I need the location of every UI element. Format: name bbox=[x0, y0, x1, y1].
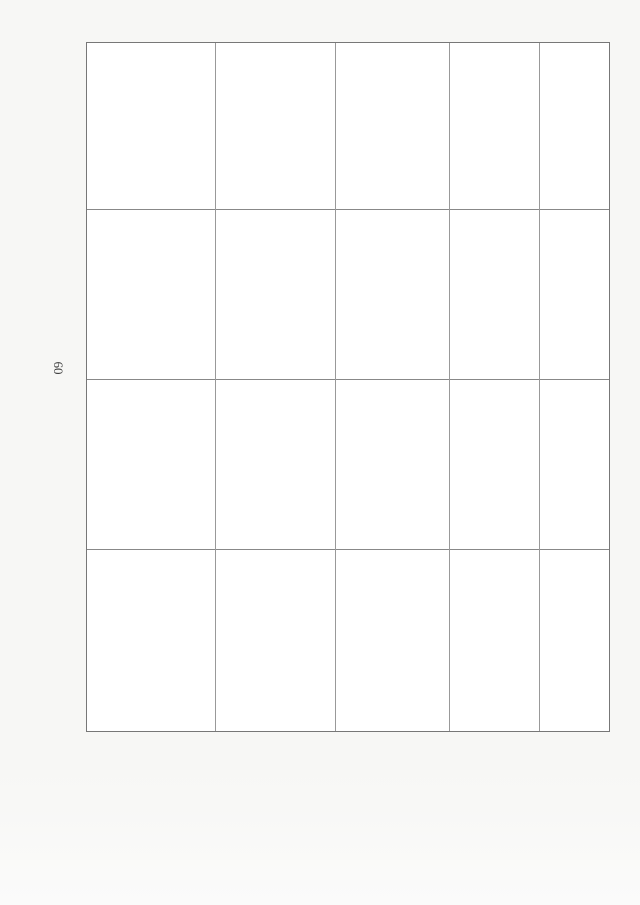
page-number: 60 bbox=[51, 361, 66, 375]
data-table bbox=[86, 42, 610, 732]
row-divider bbox=[87, 379, 609, 380]
column-divider bbox=[449, 43, 450, 731]
column-divider bbox=[215, 43, 216, 731]
row-divider bbox=[87, 549, 609, 550]
row-divider bbox=[87, 209, 609, 210]
column-divider bbox=[539, 43, 540, 731]
column-divider bbox=[335, 43, 336, 731]
scan-background bbox=[0, 770, 640, 905]
